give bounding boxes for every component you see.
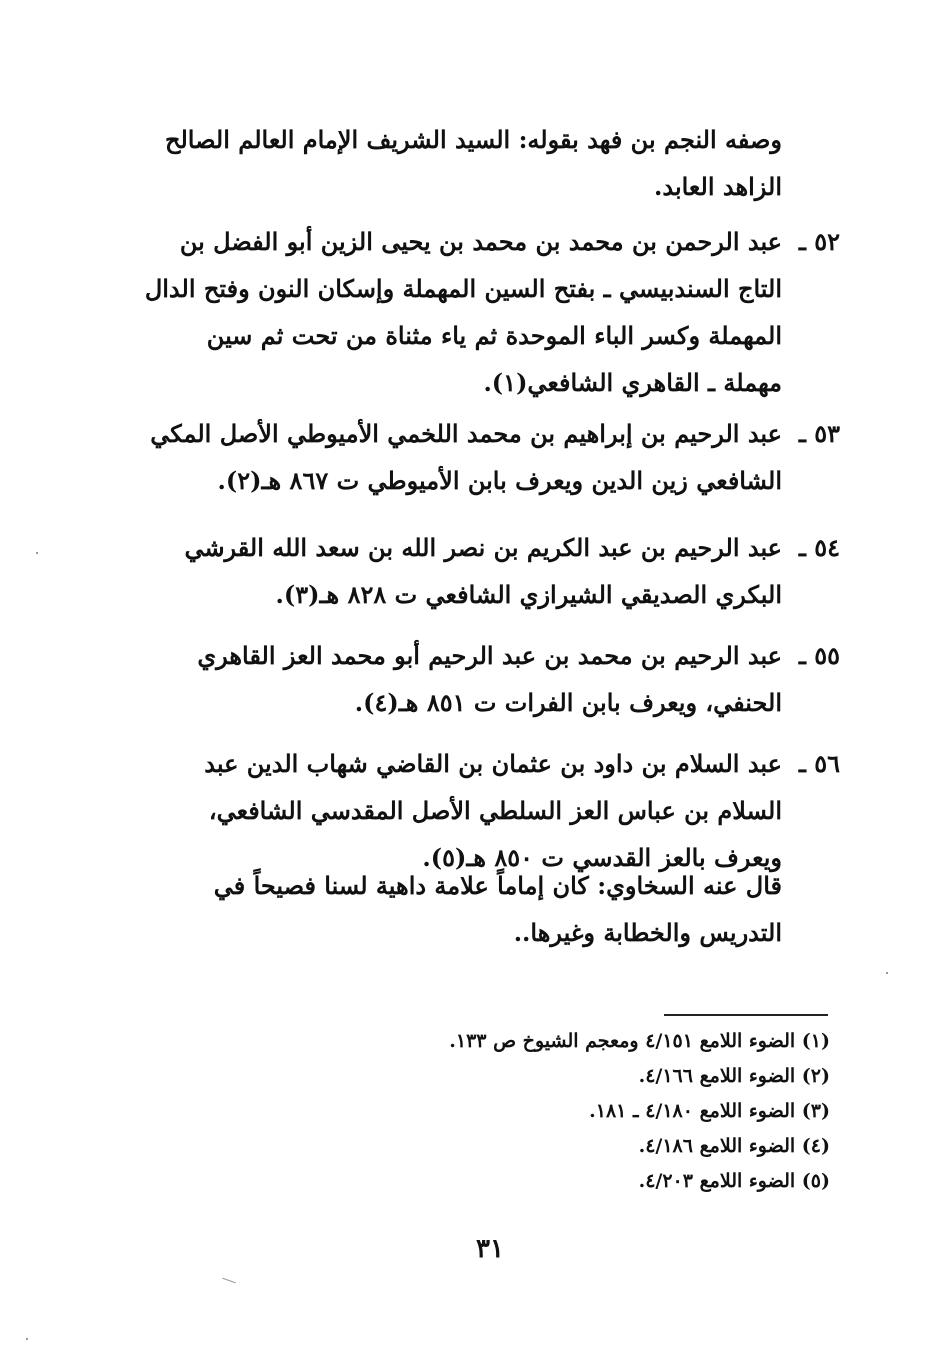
entry-number: ٥٣ ـ bbox=[798, 419, 840, 448]
entry-text: عبد الرحمن بن محمد بن محمد بن يحيى الزين أبو الفضل بن التاج السندبيسي ـ بفتح السين المهملة وإسكان النون وفتح الدال المهملة وكسر الباء الموحدة ثم ياء مثناة من تحت ثم سين مهملة ـ القاهري الشافعي(١). bbox=[144, 227, 782, 397]
entry-number: ٥٢ ـ bbox=[798, 227, 840, 256]
footnote-item: (٢) الضوء اللامع ٤/١٦٦. bbox=[638, 1065, 830, 1087]
scan-speck bbox=[886, 972, 888, 974]
page-number: ٣١ bbox=[476, 1234, 504, 1264]
entry-56 bbox=[140, 740, 840, 881]
quote-paragraph: قال عنه السخاوي: كان إماماً علامة داهية لسنا فصيحاً في التدريس والخطابة وغيرها.. bbox=[213, 871, 782, 947]
entry-number: ٥٥ ـ bbox=[798, 641, 840, 670]
entry-53 bbox=[140, 410, 840, 504]
footnote-item: (٥) الضوء اللامع ٤/٢٠٣. bbox=[638, 1170, 830, 1192]
scan-speck bbox=[36, 552, 38, 554]
entry-text: عبد الرحيم بن عبد الكريم بن نصر الله بن سعد الله القرشي البكري الصديقي الشيرازي الشافعي ت ٨٢٨ هـ(٣). bbox=[184, 533, 782, 609]
footnotes bbox=[300, 1024, 830, 1199]
scan-speck bbox=[222, 1278, 235, 1284]
entry-text: عبد الرحيم بن محمد بن عبد الرحيم أبو محمد العز القاهري الحنفي، ويعرف بابن الفرات ت ٨٥١ هـ(٤). bbox=[197, 641, 782, 717]
entry-54 bbox=[140, 524, 840, 618]
entry-52 bbox=[140, 218, 840, 406]
entry-number: ٥٦ ـ bbox=[798, 749, 840, 778]
entry-number: ٥٤ ـ bbox=[798, 533, 840, 562]
footnote-item: (١) الضوء اللامع ٤/١٥١ ومعجم الشيوخ ص ١٣٣. bbox=[449, 1030, 830, 1052]
entry-text: عبد السلام بن داود بن عثمان بن القاضي شهاب الدين عبد السلام بن عباس العز السلطي الأصل المقدسي الشافعي، ويعرف بالعز القدسي ت ٨٥٠ هـ(٥). bbox=[204, 749, 782, 872]
intro-paragraph: وصفه النجم بن فهد بقوله: السيد الشريف الإمام العالم الصالح الزاهد العابد. bbox=[164, 125, 782, 201]
footnote-item: (٤) الضوء اللامع ٤/١٨٦. bbox=[638, 1135, 830, 1157]
scan-speck bbox=[26, 1338, 28, 1340]
entry-text: عبد الرحيم بن إبراهيم بن محمد اللخمي الأميوطي الأصل المكي الشافعي زين الدين ويعرف بابن الأميوطي ت ٨٦٧ هـ(٢). bbox=[150, 419, 782, 495]
footnote-item: (٣) الضوء اللامع ٤/١٨٠ ـ ١٨١. bbox=[589, 1100, 830, 1122]
entry-55 bbox=[140, 632, 840, 726]
footnote-separator bbox=[664, 1014, 828, 1016]
